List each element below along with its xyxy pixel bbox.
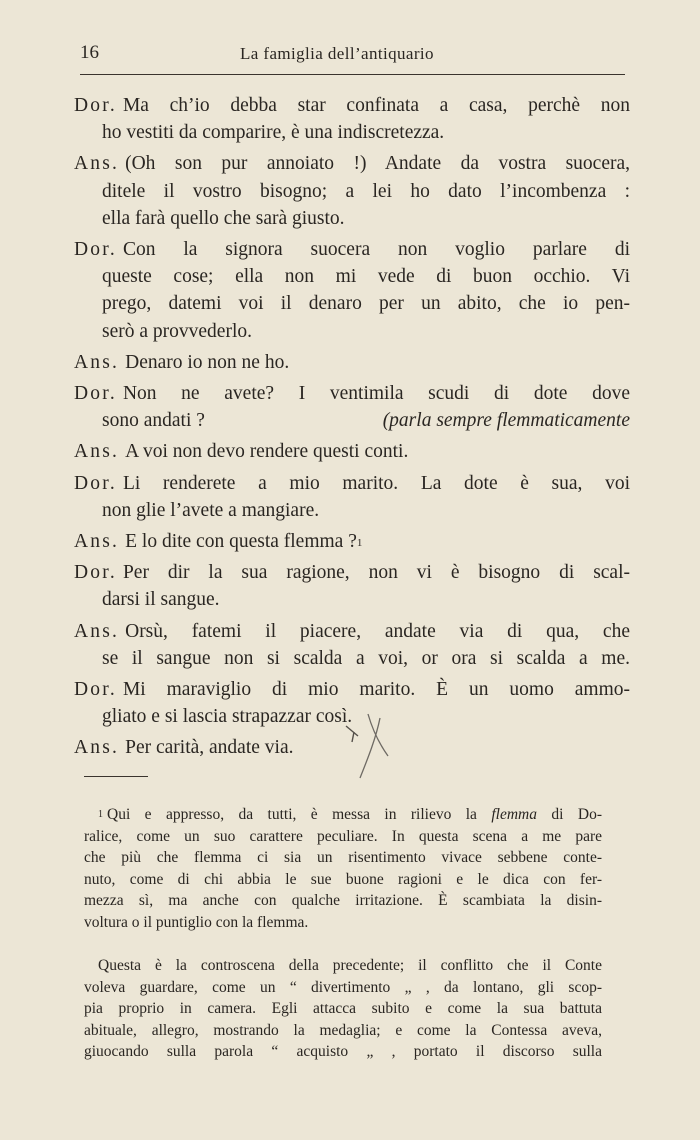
speech-text: Mi maraviglio di mio marito. È un uomo ammo-	[122, 679, 630, 701]
commentary-line: giuocando sulla parola “ acquisto „ , portato il discorso sulla	[84, 1043, 602, 1061]
page-number: 16	[80, 42, 99, 63]
speech-line	[74, 150, 630, 232]
speaker-label: Dor.	[74, 562, 117, 584]
commentary-line: abituale, allegro, mostrando la medaglia; e come la Contessa aveva,	[84, 1021, 602, 1039]
speech-text: ho vestiti da comparire, è una indiscretezza.	[102, 122, 445, 144]
speech-text: serò a provvederlo.	[102, 320, 252, 342]
speech-text: non glie l’avete a mangiare.	[102, 499, 320, 521]
speech-line	[74, 618, 630, 672]
speech-line	[74, 528, 630, 555]
speech-text: sono andati ?	[102, 410, 205, 432]
speaker-label: Dor.	[74, 239, 117, 261]
speech-line	[74, 236, 630, 345]
speech-line	[74, 559, 630, 613]
speaker-label: Dor.	[74, 679, 117, 701]
footnote-line: nuto, come di chi abbia le sue buone ragioni e le dica con fer-	[84, 870, 602, 888]
dialogue-text	[74, 92, 630, 766]
footnote-number: 1	[98, 809, 103, 820]
speaker-label: Dor.	[74, 472, 117, 494]
speech-text: queste cose; ella non mi vede di buon occhio. Vi	[102, 266, 630, 288]
speaker-label: Ans.	[74, 351, 120, 373]
speech-text: prego, datemi voi il denaro per un abito, che io pen-	[102, 293, 630, 315]
speech-text: Per carità, andate via.	[125, 737, 294, 759]
speaker-label: Ans.	[74, 737, 120, 759]
page-header	[80, 42, 625, 72]
stage-direction: (parla sempre flemmaticamente	[382, 410, 630, 432]
speech-line	[74, 470, 630, 524]
speech-line	[74, 349, 630, 376]
speech-text: se il sangue non si scalda a voi, or ora si scalda a me.	[102, 647, 630, 669]
commentary-line: pia proprio in camera. Egli attacca subito e come la sua battuta	[84, 1000, 602, 1018]
speech-text: Orsù, fatemi il piacere, andate via di qua, che	[125, 620, 630, 642]
speech-text: Ma ch’io debba star confinata a casa, perchè non	[122, 95, 630, 116]
speech-text: (Oh son pur annoiato !) Andate da vostra suocera,	[125, 153, 630, 175]
footnote-line: voltura o il puntiglio con la flemma.	[84, 913, 309, 931]
speech-text: gliato e si lascia strapazzar così.	[102, 706, 353, 728]
speech-text: ditele il vostro bisogno; a lei ho dato l’incombenza :	[102, 180, 630, 202]
footnote-line: mezza sì, ma anche con qualche irritazione. È scambiata la disin-	[84, 892, 602, 910]
speech-text: ella farà quello che sarà giusto.	[102, 207, 345, 229]
commentary-line: voleva guardare, come un “ divertimento „ , da lontano, gli scop-	[84, 978, 602, 996]
footnote: $^1$ Qui e appresso, da tutti, è messa in rilievo la flemma di Do- ralice, come un suo carattere peculiare. In questa scena a me pare che più che flemma ci sia un risentimento vivace sebbene conte- nuto, come di chi abbia le sue buone ragioni e le dica con fer- mezza sì, ma anche con qualche irritazione. È scambiata la disin- voltura o il puntiglio con la flemma.	[84, 804, 602, 934]
speech-line	[74, 380, 630, 434]
speaker-label: Ans.	[74, 531, 120, 553]
speech-line	[74, 438, 630, 465]
footnote-reference: 1	[356, 537, 363, 550]
speech-text: A voi non devo rendere questi conti.	[125, 441, 409, 463]
speech-text: Li renderete a mio marito. La dote è sua, voi	[122, 472, 630, 494]
speech-text: E lo dite con questa flemma ?	[125, 531, 357, 553]
footnote-line: che più che flemma ci sia un risentimento vivace sebbene conte-	[84, 849, 602, 867]
footnote-line: ralice, come un suo carattere peculiare. In questa scena a me pare	[84, 827, 602, 845]
commentary-line: Questa è la controscena della precedente; il conflitto che il Conte	[98, 957, 602, 974]
speech-text: Non ne avete? I ventimila scudi di dote dove	[122, 383, 630, 405]
speaker-label: Ans.	[74, 620, 120, 642]
speaker-label: Dor.	[74, 95, 117, 116]
speech-text: Per dir la sua ragione, non vi è bisogno di scal-	[122, 562, 630, 584]
speaker-label: Ans.	[74, 153, 120, 175]
header-rule	[80, 74, 625, 75]
speech-text: darsi il sangue.	[102, 589, 220, 611]
running-title: La famiglia dell’antiquario	[240, 44, 434, 63]
speaker-label: Dor.	[74, 383, 117, 405]
speech-text: Con la signora suocera non voglio parlare di	[122, 239, 630, 261]
commentary-paragraph	[84, 955, 602, 1063]
speech-text: Denaro io non ne ho.	[125, 351, 290, 373]
pencil-cross-mark-icon	[342, 712, 402, 782]
speech-line	[74, 92, 630, 146]
footnote-rule	[84, 776, 148, 777]
speaker-label: Ans.	[74, 441, 120, 463]
